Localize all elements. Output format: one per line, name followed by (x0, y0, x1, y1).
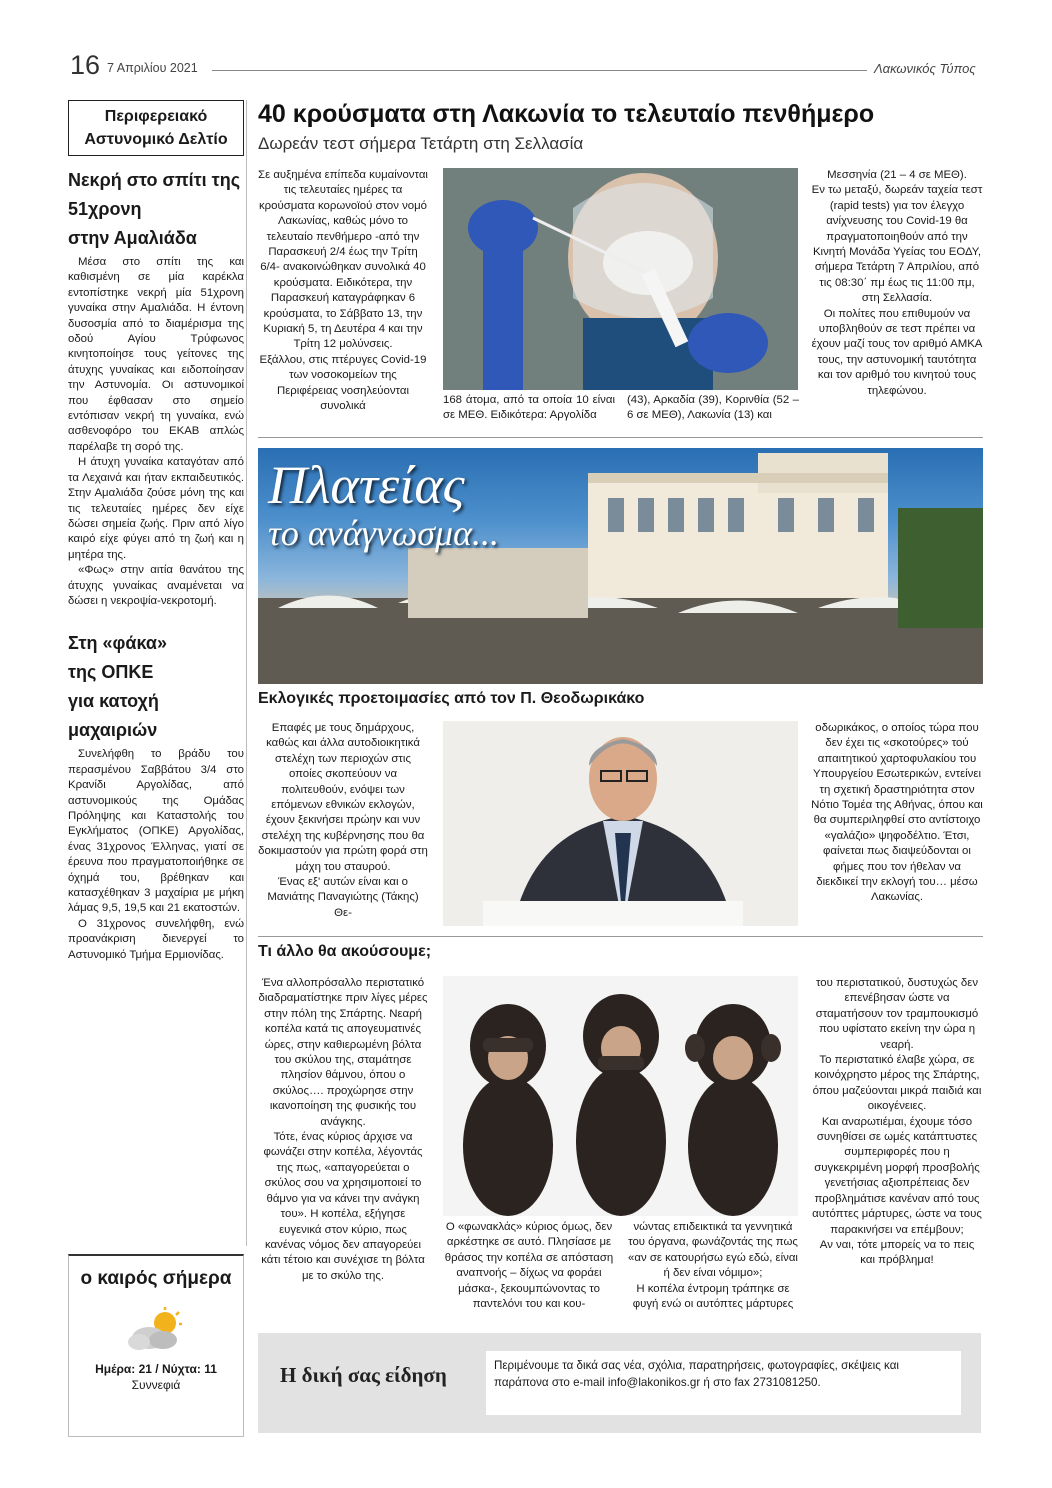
article2-column-3 (811, 721, 983, 906)
weather-condition: Συννεφιά (131, 1378, 181, 1392)
story2-paragraph: Συνελήφθη το βράδυ του περασμένου Σαββάτου 3/4 στο Κρανίδι Αργολίδας, από αστυνομικούς της Ομάδας Πρόληψης και Καταστολής του Εγκλήματος (ΟΠΚΕ) Αργολίδας, ένας 31χρονος Έλληνας, γιατί σε έρευνα που πραγματοποιήθηκε σε όχημά του, βρέθηκαν και κατασχέθηκαν 3 μαχαίρια με μήκη λάμας 9,5, 19,5 και 21 εκατοστών. (68, 748, 244, 915)
story1-paragraph: Μέσα στο σπίτι της και καθισμένη σε μία καρέκλα εντοπίστηκε νεκρή μία 51χρονη γυναίκα στην Αμαλιάδα. Η έντονη δυσοσμία από το διαμέρισμα της οδού Αγίου Τρύφωνος κινητοποίησε τους γείτονες της άτυχης γυναίκας και ειδοποίησαν την Αστυνομία. Οι αστυνομικοί που έφθασαν στο σημείο εντόπισαν νεκρή τη γυναίκα, ενώ ασθενοφόρο του ΕΚΑΒ απλώς παρέλαβε τη σορό της. (68, 256, 244, 453)
article3-column-3 (811, 976, 983, 1269)
story1-paragraph: «Φως» στην αιτία θανάτου της άτυχης γυναίκας αναμένεται να δώσει η νεκροψία-νεκροτομή. (68, 564, 244, 607)
article-paragraph: Αν ναι, τότε μπορείς να το πεις και πρόβλημα! (819, 1238, 975, 1267)
reader-news-text: Περιμένουμε τα δικά σας νέα, σχόλια, παρατηρήσεις, φωτογραφίες, σκέψεις και παράπονα στο e-mail info@lakonikos.gr ή στο fax 2731081250. (486, 1351, 961, 1415)
politician-portrait-photo (443, 721, 798, 926)
article-paragraph: Μεσσηνία (21 – 4 σε ΜΕΘ). (827, 169, 967, 181)
article3-column-1 (258, 976, 428, 1284)
article-paragraph: Οι πολίτες που επιθυμούν να υποβληθούν σε τεστ πρέπει να έχουν μαζί τους τον αριθμό ΑΜΚΑ τους, την αστυνομική ταυτότητα και τον αριθμό του κινητού τους τηλεφώνου. (811, 307, 983, 397)
story1-headline (68, 166, 244, 253)
article-paragraph: Ο «φωνακλάς» κύριος όμως, δεν αρκέστηκε σε αυτό. Πλησίασε με θράσος την κοπέλα σε απόσταση αναπνοής – δίχως να φοράει μάσκα-, ξεκουμπώνοντας το παντελόνι του και κου- (444, 1221, 614, 1311)
headline-line: για κατοχή (68, 691, 159, 712)
article3-column-2 (443, 1220, 615, 1312)
article-paragraph: 168 άτομα, από τα οποία 10 είναι σε ΜΕΘ. Ειδικότερα: Αργολίδα (443, 394, 615, 422)
issue-date: 7 Απριλίου 2021 (107, 61, 198, 75)
article-paragraph: οδωρικάκος, ο οποίος τώρα που δεν έχει τις «σκοτούρες» τού απαιτητικού χαρτοφυλακίου του Υπουργείου Εσωτερικών, εντείνει τη σχετική δραστηριότητα στον Νότιο Τομέα της Αθήνας, όπου και θα συμπεριληφθεί στο αντίστοιχο «γαλάζιο» ψηφοδέλτιο. Έτσι, φαίνεται πως διαψεύδονται οι φήμες που τον ήθελαν να διεκδικεί την εκλογή του… μέσω Λακωνίας. (811, 722, 983, 904)
reader-news-title: Η δική σας είδηση (280, 1363, 447, 1387)
article-paragraph: Εν τω μεταξύ, δωρεάν ταχεία τεστ (rapid tests) για τον έλεγχο ανίχνευσης του Covid-19 θα πραγματοποιηθούν από την Κινητή Μονάδα Υγείας του ΕΟΔΥ, σήμερα Τετάρτη 7 Απριλίου, από τις 08:30΄ πμ έως τις 11:00 πμ, στη Σελλασία. (811, 184, 983, 305)
police-bulletin-column (68, 100, 244, 963)
story2-paragraph: Ο 31χρονος συνελήφθη, ενώ προανάκριση διενεργεί το Αστυνομικό Τμήμα Ερμιονίδας. (68, 917, 244, 961)
article3-column-2b (627, 1220, 799, 1312)
article2-column-1 (258, 721, 428, 921)
reader-news-box (258, 1333, 981, 1433)
partly-cloudy-icon (121, 1306, 191, 1354)
headline-line: Στη «φάκα» (68, 633, 167, 654)
article2-headline: Εκλογικές προετοιμασίες από τον Π. Θεοδωρικάκο (258, 690, 645, 707)
headline-line: μαχαιριών (68, 720, 158, 741)
article-paragraph: (43), Αρκαδία (39), Κορινθία (52 – 6 σε ΜΕΘ), Λακωνία (13) και (627, 394, 799, 422)
article-paragraph: Η κοπέλα έντρομη τράπηκε σε φυγή ενώ οι αυτόπτες μάρτυρες (632, 1282, 794, 1311)
story1-paragraph: Η άτυχη γυναίκα καταγόταν από τα Λεχαινά και ήταν εκπαιδευτικός. Στην Αμαλιάδα ζούσε μόνη της και τις τελευταίες ημέρες δεν είχε δώσει σημεία ζωής. Πριν από λίγο καιρό είχε φύγει από τη ζωή και η μητέρα της. (68, 456, 244, 561)
plateias-banner (258, 448, 983, 684)
article1-column-3 (811, 168, 983, 399)
box-title-line: Αστυνομικό Δελτίο (84, 131, 228, 148)
banner-title-line2: το ανάγνωσμα... (268, 513, 499, 553)
headline-line: Νεκρή στο σπίτι της (68, 170, 241, 190)
covid-test-photo (443, 168, 798, 390)
article-paragraph: Εξάλλου, στις πτέρυγες Covid-19 των νοσοκομείων της Περιφέρειας νοσηλεύονται συνολικά (259, 353, 427, 413)
article1-subheadline: Δωρεάν τεστ σήμερα Τετάρτη στη Σελλασία (258, 134, 584, 153)
article1-headline: 40 κρούσματα στη Λακωνία το τελευταίο πενθήμερο (258, 100, 875, 128)
article-paragraph: Ένα αλλοπρόσαλλο περιστατικό διαδραματίστηκε πριν λίγες μέρες στην πόλη της Σπάρτης. Νεαρή κοπέλα κατά τις απογευματινές ώρες, στην καθιερωμένη βόλτα του σκύλου της, σταμάτησε πλησίον θάμνου, όπου ο σκύλος…. προχώρησε στην ικανοποίηση της φυσικής του ανάγκης. (258, 977, 428, 1128)
headline-line: 51χρονη (68, 199, 142, 219)
article-paragraph: του περιστατικού, δυστυχώς δεν επενέβησαν ώστε να σταματήσουν τον τραμπουκισμό που υφίστατο εκείνη την ώρα η νεαρή. (815, 977, 979, 1051)
header-rule (212, 70, 867, 71)
weather-box (68, 1254, 244, 1437)
article1-column-2b (627, 393, 799, 424)
article1-column-2 (443, 393, 615, 424)
banner-title-line1: Πλατείας (268, 455, 465, 515)
section-separator (258, 936, 983, 937)
article3-headline: Τι άλλο θα ακούσουμε; (258, 943, 432, 960)
article-paragraph: Το περιστατικό έλαβε χώρα, σε κοινόχρηστο μέρος της Σπάρτης, όπου μαζεύονται μικρά παιδιά και οικογένειες. (812, 1054, 982, 1113)
story2-headline (68, 629, 244, 745)
section-separator (258, 437, 983, 438)
weather-temperatures: Ημέρα: 21 / Νύχτα: 11 (95, 1362, 217, 1376)
newspaper-name: Λακωνικός Τύπος (874, 61, 976, 76)
article-paragraph: Σε αυξημένα επίπεδα κυμαίνονται τις τελευταίες ημέρες τα κρούσματα κορωνοϊού στον νομό Λακωνίας, καθώς μόνο το τελευταίο πενθήμερο -από την Παρασκευή 2/4 έως την Τρίτη 6/4- ανακοινώθηκαν συνολικά 40 κρούσματα. Ειδικότερα, την Παρασκευή καταγράφηκαν 6 κρούσματα, το Σάββατο 13, την Κυριακή 5, τη Δευτέρα 4 και την Τρίτη 12 μολύνσεις. (258, 169, 428, 351)
headline-line: στην Αμαλιάδα (68, 228, 197, 248)
police-bulletin-box-title (68, 100, 244, 156)
article-paragraph: Επαφές με τους δημάρχους, καθώς και άλλα αυτοδιοικητικά στελέχη των περιοχών στις οποίες σκοπεύουν να πολιτευθούν, ενόψει των επόμενων εθνικών εκλογών, έχουν ξεκινήσει πρώην και νυν στελέχη της κυβέρνησης που θα δοκιμαστούν για πρώτη φορά στη μάχη του σταυρού. (258, 722, 428, 873)
article1-column-1 (258, 168, 428, 415)
article-paragraph: νώντας επιδεικτικά τα γεννητικά του όργανα, φωνάζοντάς της πως «αν σε κατουρήσω εγώ εδώ, είναι ή δεν είναι νόμιμο»; (628, 1221, 798, 1280)
weather-title: ο καιρός σήμερα (80, 1268, 232, 1289)
article-paragraph: Τότε, ένας κύριος άρχισε να φωνάζει στην κοπέλα, λέγοντάς της πως, «απαγορεύεται ο σκύλος σου να χρησιμοποιεί το θάμνο για να κάνει την ανάγκη του». Η κοπέλα, εξήγησε ευγενικά στον κύριο, πως κανένας νόμος δεν απαγορεύει κάτι τέτοιο και συνέχισε τη βόλτα με το σκύλο της. (261, 1131, 425, 1282)
column-divider (246, 100, 247, 1246)
headline-line: της ΟΠΚΕ (68, 662, 154, 683)
article-paragraph: Και αναρωτιέμαι, έχουμε τόσο συνηθίσει σε ωμές κατάπτυστες συμπεριφορές που η συγκεκριμένη μορφή προσβολής γενετήσιας αξιοπρέπειας δεν προβλημάτισε κανέναν από τους αυτόπτες μάρτυρες, ώστε να τους παρακινήσει να επέμβουν; (812, 1115, 982, 1236)
box-title-line: Περιφερειακό (104, 108, 208, 125)
article-paragraph: Ένας εξ' αυτών είναι και ο Μανιάτης Παναγιώτης (Τάκης) Θε- (267, 876, 419, 919)
three-monkeys-photo (443, 976, 798, 1216)
page-number: 16 (70, 50, 101, 80)
